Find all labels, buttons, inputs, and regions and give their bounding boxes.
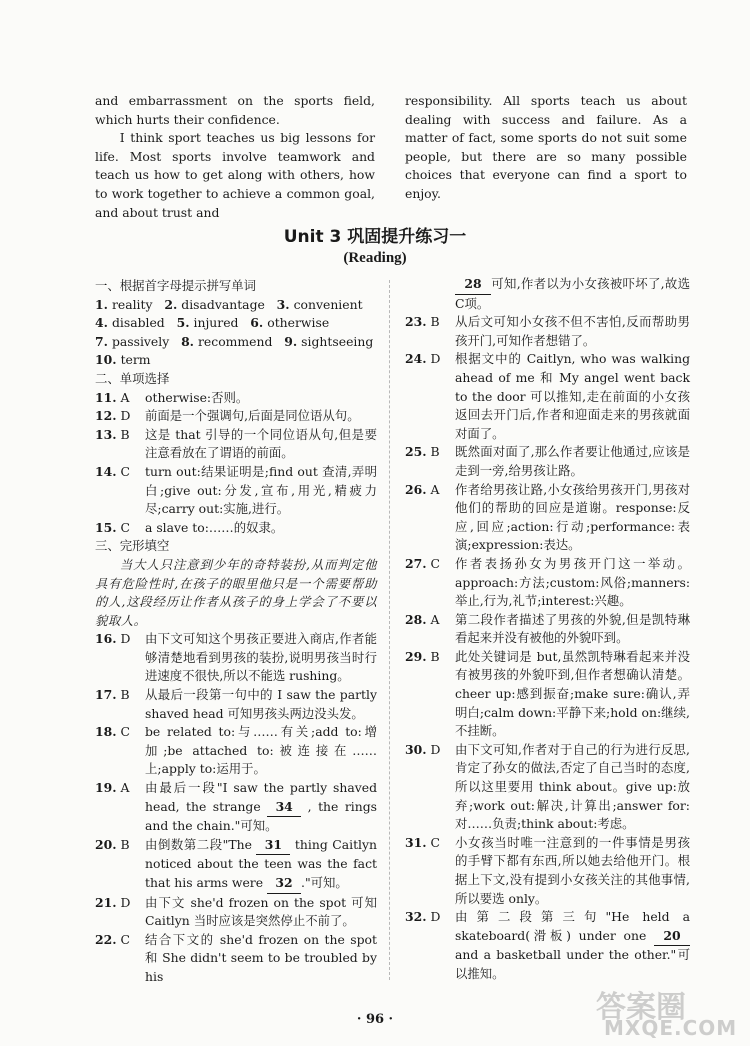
vocab-row: 7. passively 8. recommend 9. sightseeing — [95, 333, 374, 349]
vocab-row: 10. term — [95, 352, 151, 368]
blank-number: 34 — [267, 798, 301, 818]
section-3-heading: 三、完形填空 — [95, 538, 170, 554]
top-right-para-1: responsibility. All sports teach us about dealing with success and failure. As a matter of fact, some sports do not suit some people, but there are so many possible choices that everyone can find a sport to enjoy. — [405, 93, 687, 201]
vocab-row: 4. disabled 5. injured 6. otherwise — [95, 315, 330, 331]
answer-item: 21. D 由下文 she'd frozen on the spot 可知 Caitlyn 当时应该是突然停止不前了。 — [95, 894, 377, 929]
answer-item: 11. A otherwise:否则。 — [95, 389, 249, 405]
answer-item: 15. C a slave to:……的奴隶。 — [95, 519, 284, 535]
top-left-para-2: I think sport teaches us big lessons for life. Most sports involve teamwork and teach us how to get along with others, how to work together to achieve a common goal, and about trust and — [95, 130, 375, 220]
answer-item: 28. A 第二段作者描述了男孩的外貌,但是凯特琳看起来并没有被他的外貌吓到。 — [405, 611, 690, 646]
answer-item: 19. A 由最后一段"I saw the partly shaved head, the strange 34 , the rings and the chain."可知。 — [95, 780, 377, 834]
top-left-para-1: and embarrassment on the sports field, which hurts their confidence. — [95, 93, 375, 127]
answer-item: 31. C 小女孩当时唯一注意到的一件事情是男孩的手臂下都有东西,所以她去给他开门。根据上下文,没有提到小女孩关注的其他事情,所以要选 only。 — [405, 834, 690, 906]
column-divider — [389, 280, 390, 980]
right-answer-column — [405, 275, 690, 984]
left-answer-column — [95, 277, 377, 987]
answer-item: 20. B 由倒数第二段"The 31 thing Caitlyn noticed about the teen was the fact that his arms were 32 ."可知。 — [95, 836, 377, 894]
page-subtitle: (Reading) — [343, 250, 407, 266]
answer-item: 25. B 既然面对面了,那么作者要让他通过,应该是走到一旁,给男孩让路。 — [405, 444, 690, 478]
answer-item: 17. B 从最后一段第一句中的 I saw the partly shaved head 可知男孩头两边没头发。 — [95, 687, 377, 721]
vocab-row: 1. reality 2. disadvantage 3. convenient — [95, 296, 363, 312]
answer-item: 32. D 由第二段第三句"He held a skateboard(滑板) under one 20 and a basketball under the other."可以推知。 — [405, 909, 690, 981]
answer-item: 22. C 结合下文的 she'd frozen on the spot 和 She didn't seem to be troubled by his — [95, 931, 377, 984]
top-right-paragraphs — [405, 92, 687, 204]
blank-number: 31 — [256, 836, 290, 856]
blank-number: 32 — [267, 874, 301, 894]
page-number: · 96 · — [356, 1012, 394, 1027]
watermark-logo: 答案圈 MXQE.COM — [596, 990, 738, 1040]
cloze-intro: 当大人只注意到少年的奇特装扮,从而判定他具有危险性时,在孩子的眼里他只是一个需要帮助的人,这段经历让作者从孩子的身上学会了不要以貌取人。 — [95, 556, 377, 628]
answer-item: 16. D 由下文可知这个男孩正要进入商店,作者能够清楚地看到男孩的装扮,说明男孩当时行进速度不很快,所以不能选 rushing。 — [95, 631, 377, 684]
answer-item: 26. A 作者给男孩让路,小女孩给男孩开门,男孩对他们的帮助的回应是道谢。response:反应,回应;action:行动;performance:表演;expression:表达。 — [405, 481, 690, 553]
q22-continuation: 28 可知,作者以为小女孩被吓坏了,故选C项。 — [455, 276, 690, 311]
page-title: Unit 3 巩固提升练习一 — [283, 227, 467, 247]
answer-item: 18. C be related to:与……有关;add to:增加;be attached to:被连接在……上;apply to:运用于。 — [95, 724, 377, 777]
answer-item: 29. B 此处关键词是 but,虽然凯特琳看起来并没有被男孩的外貌吓到,但作者想确认清楚。cheer up:感到振奋;make sure:确认,弄明白;calm down:平静下来;hold on:继续,不挂断。 — [405, 648, 690, 739]
answer-item: 13. B 这是 that 引导的一个同位语从句,但是要注意看放在了谓语的前面。 — [95, 426, 377, 461]
answer-item: 30. D 由下文可知,作者对于自己的行为进行反思,肯定了孙女的做法,否定了自己当时的态度,所以这里要用 think about。give up:放弃;work out:解决,计算出;answer for:对……负责;think about:考虑。 — [405, 741, 690, 832]
section-1-heading: 一、根据首字母提示拼写单词 — [95, 278, 257, 293]
answer-item: 14. C turn out:结果证明是;find out 查清,弄明白;give out:分发,宣布,用光,精疲力尽;carry out:实施,进行。 — [95, 463, 377, 517]
answer-item: 23. B 从后文可知小女孩不但不害怕,反而帮助男孩开门,可知作者想错了。 — [405, 314, 690, 348]
answer-item: 24. D 根据文中的 Caitlyn, who was walking ahead of me 和 My angel went back to the door 可以推知,走在前面的小女孩返回去开门后,作者和迎面走来的男孩就面对面了。 — [405, 351, 690, 441]
top-left-paragraphs — [95, 92, 375, 222]
section-2-heading: 二、单项选择 — [95, 370, 170, 386]
answer-item: 27. C 作者表扬孙女为男孩开门这一举动。approach:方法;custom:风俗;manners:举止,行为,礼节;interest:兴趣。 — [405, 555, 690, 609]
blank-number: 28 — [455, 275, 491, 295]
answer-item: 12. D 前面是一个强调句,后面是同位语从句。 — [95, 408, 360, 424]
blank-number: 20 — [654, 927, 690, 947]
